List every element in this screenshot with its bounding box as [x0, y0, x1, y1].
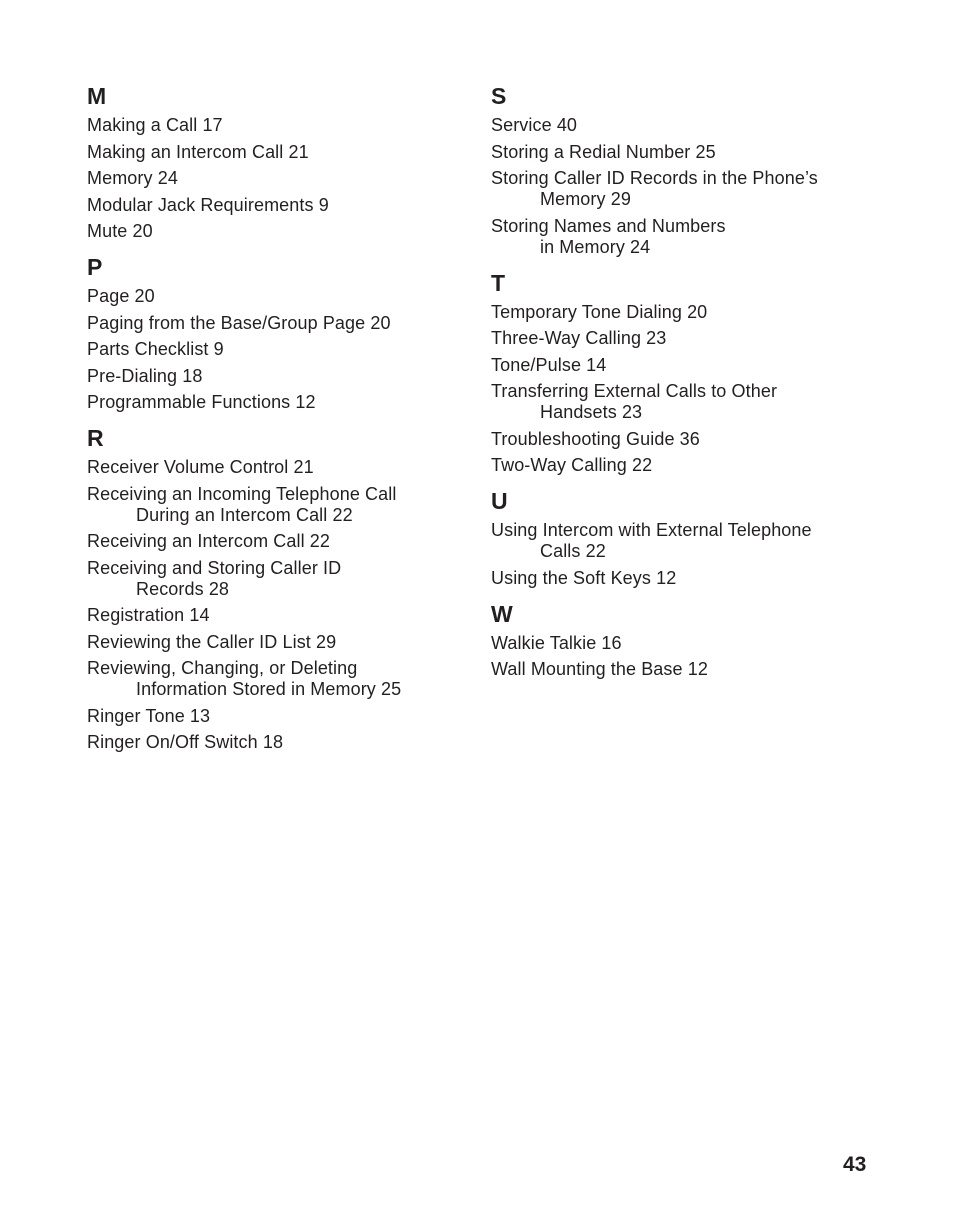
- index-entry: [87, 457, 467, 478]
- index-entry: [87, 142, 467, 163]
- index-entry: [87, 658, 467, 700]
- index-entry-text: Receiving an Intercom Call 22: [87, 531, 331, 551]
- index-entry: [87, 558, 467, 600]
- index-section-r: [87, 425, 467, 753]
- index-entry: [491, 168, 891, 210]
- index-entry: [87, 286, 467, 307]
- index-entry: [491, 355, 891, 376]
- index-entry-text: Pre-Dialing 18: [87, 365, 203, 386]
- index-entry: [87, 632, 467, 653]
- section-letter: W: [491, 600, 513, 627]
- section-letter: R: [87, 425, 104, 451]
- index-entry-text: Modular Jack Requirements 9: [87, 194, 329, 215]
- index-entry: [491, 115, 891, 136]
- index-entry-text: Reviewing the Caller ID List 29: [87, 631, 337, 652]
- index-entry: [491, 455, 891, 476]
- index-entry: [491, 520, 891, 562]
- index-entry: [87, 195, 467, 216]
- index-entry-continuation: Information Stored in Memory 25: [136, 679, 402, 699]
- index-entry-text: Temporary Tone Dialing 20: [491, 301, 708, 322]
- index-section-s: [491, 83, 891, 258]
- index-entry: [87, 531, 467, 552]
- index-entry-text: Ringer Tone 13: [87, 705, 211, 726]
- index-entry-text: Transferring External Calls to Other: [491, 381, 778, 401]
- index-entry-continuation: Calls 22: [540, 541, 606, 561]
- index-entry-text: Three-Way Calling 23: [491, 328, 667, 348]
- index-entry-text: Receiving and Storing Caller ID: [87, 557, 342, 578]
- index-entry-continuation: Handsets 23: [540, 402, 643, 422]
- index-column-right: [491, 83, 891, 692]
- index-entry-text: Service 40: [491, 115, 578, 135]
- index-entry-text: Tone/Pulse 14: [491, 354, 607, 375]
- index-entry: [87, 366, 467, 387]
- index-entry: [87, 392, 467, 413]
- index-entry-text: Storing Names and Numbers: [491, 215, 726, 236]
- index-entry-text: Wall Mounting the Base 12: [491, 659, 708, 679]
- index-entry-text: Making a Call 17: [87, 115, 223, 135]
- index-entry: [87, 339, 467, 360]
- index-entry-continuation: Records 28: [136, 578, 230, 599]
- index-entry-continuation: in Memory 24: [540, 236, 651, 257]
- index-entry: [87, 313, 467, 334]
- section-letter: M: [87, 83, 107, 109]
- index-entry: [491, 568, 891, 589]
- index-entry-text: Reviewing, Changing, or Deleting: [87, 658, 358, 678]
- index-entry-text: Programmable Functions 12: [87, 392, 316, 412]
- index-entry-text: Troubleshooting Guide 36: [491, 428, 700, 449]
- index-entry: [491, 659, 891, 680]
- index-entry: [491, 381, 891, 423]
- index-entry-text: Storing a Redial Number 25: [491, 141, 716, 162]
- index-entry-text: Memory 24: [87, 168, 178, 188]
- index-entry: [87, 732, 467, 753]
- index-entry-text: Receiving an Incoming Telephone Call: [87, 483, 397, 504]
- index-entry-text: Parts Checklist 9: [87, 339, 224, 359]
- index-entry-text: Receiver Volume Control 21: [87, 457, 314, 477]
- index-section-m: [87, 83, 467, 242]
- index-entry-text: Page 20: [87, 286, 155, 306]
- index-entry: [491, 429, 891, 450]
- index-entry: [87, 484, 467, 526]
- index-entry-text: Storing Caller ID Records in the Phone’s: [491, 168, 818, 188]
- index-entry-text: Ringer On/Off Switch 18: [87, 732, 284, 752]
- section-letter: U: [491, 488, 508, 514]
- index-entry: [491, 216, 891, 258]
- index-section-p: [87, 254, 467, 413]
- index-column-left: [87, 83, 467, 765]
- index-entry: [491, 302, 891, 323]
- index-entry: [87, 221, 467, 242]
- index-entry-continuation: Memory 29: [540, 189, 631, 209]
- index-entry: [87, 168, 467, 189]
- index-entry-text: Mute 20: [87, 221, 153, 241]
- index-entry: [87, 706, 467, 727]
- index-section-t: [491, 270, 891, 477]
- index-entry-text: Using Intercom with External Telephone: [491, 520, 812, 540]
- index-entry: [491, 633, 891, 654]
- index-entry: [491, 142, 891, 163]
- section-letter: S: [491, 83, 507, 109]
- index-entry: [87, 115, 467, 136]
- index-section-w: [491, 601, 891, 681]
- index-entry: [87, 605, 467, 626]
- index-entry-text: Using the Soft Keys 12: [491, 567, 677, 588]
- section-letter: T: [491, 269, 506, 296]
- index-entry-text: Paging from the Base/Group Page 20: [87, 312, 391, 333]
- page-number: 43: [843, 1153, 867, 1176]
- index-entry-text: Registration 14: [87, 605, 210, 625]
- index-section-u: [491, 488, 891, 589]
- index-entry-text: Two-Way Calling 22: [491, 455, 653, 475]
- index-entry: [491, 328, 891, 349]
- section-letter: P: [87, 254, 103, 280]
- index-entry-text: Making an Intercom Call 21: [87, 141, 309, 162]
- index-entry-text: Walkie Talkie 16: [491, 632, 622, 653]
- index-entry-continuation: During an Intercom Call 22: [136, 504, 353, 525]
